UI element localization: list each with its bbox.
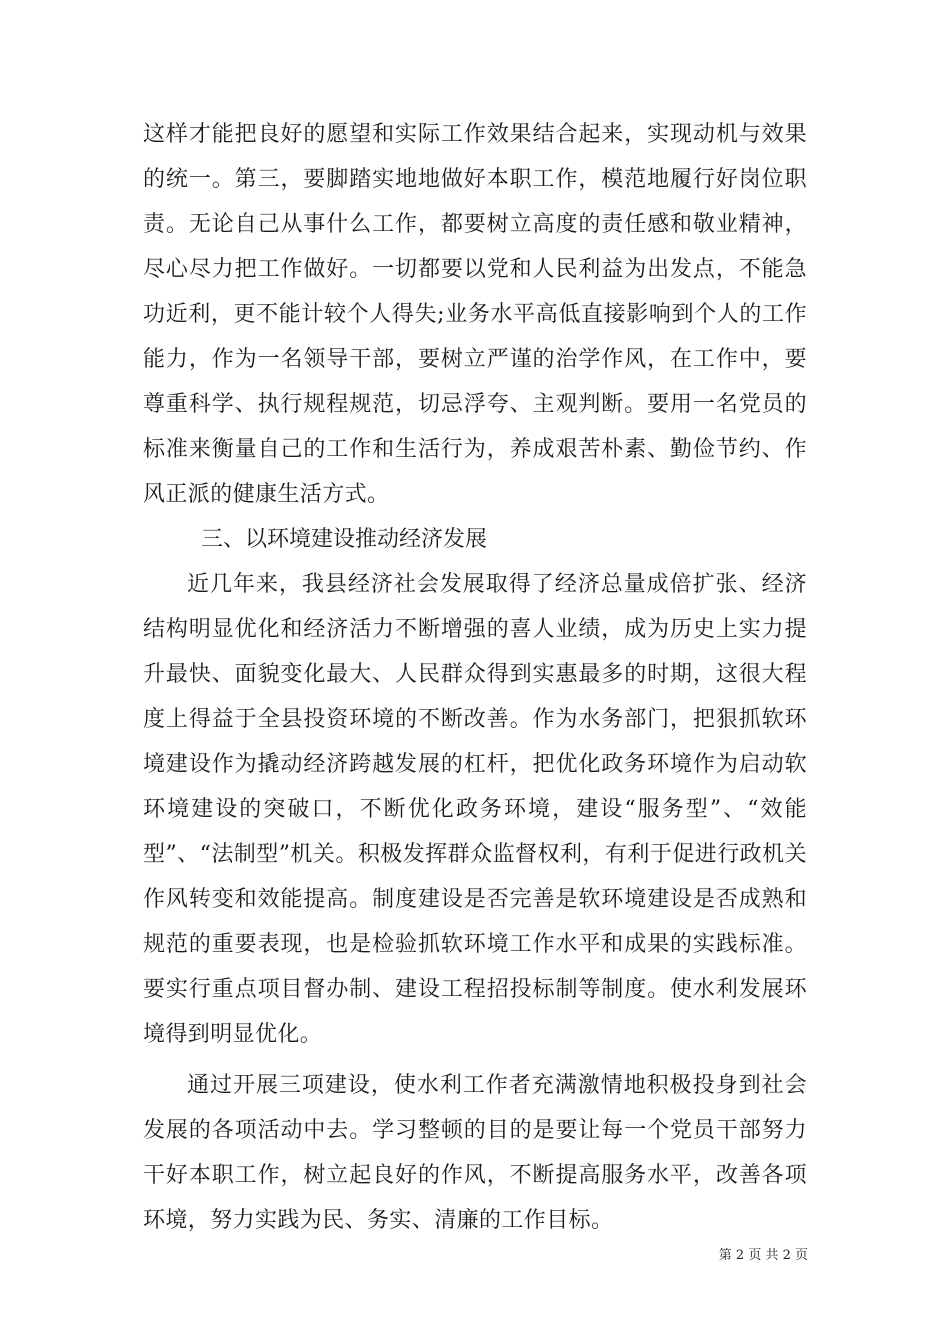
paragraph-environment: 近几年来，我县经济社会发展取得了经济总量成倍扩张、经济结构明显优化和经济活力不断增强的喜人业绩，成为历史上实力提升最快、面貌变化最大、人民群众得到实惠最多的时期，这很大程度上得益于全县投资环境的不断改善。作为水务部门，把狠抓软环境建设作为撬动经济跨越发展的杠杆，把优化政务环境作为启动软环境建设的突破口，不断优化政务环境，建设“服务型”、“效能型”、“法制型”机关。积极发挥群众监督权利，有利于促进行政机关作风转变和效能提高。制度建设是否完善是软环境建设是否成熟和规范的重要表现，也是检验抓软环境工作水平和成果的实践标准。要实行重点项目督办制、建设工程招投标制等制度。使水利发展环境得到明显优化。 — [143, 572, 807, 1047]
document-body — [143, 112, 807, 1243]
page-number-footer: 第 2 页 共 2 页 — [718, 1248, 808, 1263]
paragraph-conclusion: 通过开展三项建设，使水利工作者充满激情地积极投身到社会发展的各项活动中去。学习整顿的目的是要让每一个党员干部努力干好本职工作，树立起良好的作风，不断提高服务水平，改善各项环境，努力实践为民、务实、清廉的工作目标。 — [143, 1073, 807, 1233]
paragraph-continuation: 这样才能把良好的愿望和实际工作效果结合起来，实现动机与效果的统一。第三，要脚踏实地地做好本职工作，模范地履行好岗位职责。无论自己从事什么工作，都要树立高度的责任感和敬业精神，尽心尽力把工作做好。一切都要以党和人民利益为出发点，不能急功近利，更不能计较个人得失;业务水平高低直接影响到个人的工作能力，作为一名领导干部，要树立严谨的治学作风，在工作中，要尊重科学、执行规程规范，切忌浮夸、主观判断。要用一名党员的标准来衡量自己的工作和生活行为，养成艰苦朴素、勤俭节约、作风正派的健康生活方式。 — [143, 122, 807, 507]
section-heading: 三、以环境建设推动经济发展 — [201, 527, 488, 552]
